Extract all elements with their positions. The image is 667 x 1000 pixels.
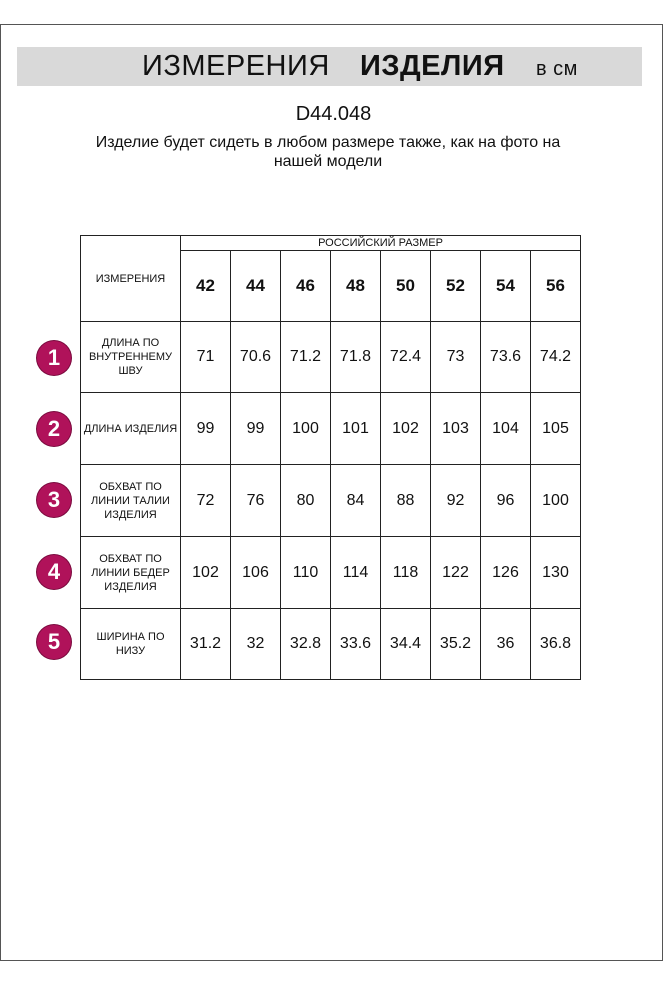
table-cell: 118 <box>381 537 431 609</box>
table-row <box>81 609 581 680</box>
table-cell: 36 <box>481 609 531 680</box>
row-number-badge: 5 <box>37 625 71 659</box>
row-number-badge: 1 <box>37 341 71 375</box>
table-cell: 126 <box>481 537 531 609</box>
table-cell: 106 <box>231 537 281 609</box>
table-cell: 122 <box>431 537 481 609</box>
size-group-header: РОССИЙСКИЙ РАЗМЕР <box>181 236 581 251</box>
table-cell: 102 <box>181 537 231 609</box>
table-cell: 110 <box>281 537 331 609</box>
size-header: 46 <box>281 251 331 322</box>
table-cell: 31.2 <box>181 609 231 680</box>
table-cell: 35.2 <box>431 609 481 680</box>
table-cell: 99 <box>231 393 281 465</box>
table-cell: 36.8 <box>531 609 581 680</box>
product-code: D44.048 <box>295 103 372 125</box>
size-header: 50 <box>381 251 431 322</box>
row-number-badge: 4 <box>37 555 71 589</box>
table-cell: 33.6 <box>331 609 381 680</box>
table-cell: 71.8 <box>331 322 381 393</box>
table-cell: 92 <box>431 465 481 537</box>
table-row <box>81 465 581 537</box>
size-header: 54 <box>481 251 531 322</box>
table-cell: 102 <box>381 393 431 465</box>
table-cell: 114 <box>331 537 381 609</box>
row-label: ДЛИНА ИЗДЕЛИЯ <box>81 393 181 465</box>
table-cell: 101 <box>331 393 381 465</box>
table-cell: 70.6 <box>231 322 281 393</box>
row-label: ШИРИНА ПО НИЗУ <box>81 609 181 680</box>
size-header: 56 <box>531 251 581 322</box>
row-label: ОБХВАТ ПО ЛИНИИ БЕДЕР ИЗДЕЛИЯ <box>81 537 181 609</box>
size-header: 42 <box>181 251 231 322</box>
table-cell: 34.4 <box>381 609 431 680</box>
table-cell: 32 <box>231 609 281 680</box>
fit-note: Изделие будет сидеть в любом размере также, как на фото на нашей модели <box>95 134 561 170</box>
row-label: ДЛИНА ПО ВНУТРЕННЕМУ ШВУ <box>81 322 181 393</box>
table-cell: 80 <box>281 465 331 537</box>
table-cell: 73 <box>431 322 481 393</box>
row-number-badge: 2 <box>37 412 71 446</box>
table-cell: 72.4 <box>381 322 431 393</box>
table-cell: 32.8 <box>281 609 331 680</box>
row-number-badge: 3 <box>37 483 71 517</box>
table-cell: 96 <box>481 465 531 537</box>
measurement-table <box>80 235 581 680</box>
table-cell: 71.2 <box>281 322 331 393</box>
table-cell: 104 <box>481 393 531 465</box>
table-row <box>81 393 581 465</box>
size-header: 48 <box>331 251 381 322</box>
size-header: 52 <box>431 251 481 322</box>
table-cell: 73.6 <box>481 322 531 393</box>
table-cell: 74.2 <box>531 322 581 393</box>
table-cell: 88 <box>381 465 431 537</box>
table-row <box>81 537 581 609</box>
table-cell: 103 <box>431 393 481 465</box>
table-cell: 130 <box>531 537 581 609</box>
table-cell: 100 <box>531 465 581 537</box>
table-cell: 105 <box>531 393 581 465</box>
header-unit: в см <box>536 58 578 80</box>
table-cell: 76 <box>231 465 281 537</box>
size-header: 44 <box>231 251 281 322</box>
table-cell: 72 <box>181 465 231 537</box>
table-row <box>81 322 581 393</box>
header-title-measurements: ИЗМЕРЕНИЯ <box>142 50 330 82</box>
table-cell: 100 <box>281 393 331 465</box>
header-title-product: ИЗДЕЛИЯ <box>360 50 505 82</box>
table-cell: 84 <box>331 465 381 537</box>
measure-column-header: ИЗМЕРЕНИЯ <box>81 236 181 322</box>
table-cell: 71 <box>181 322 231 393</box>
row-label: ОБХВАТ ПО ЛИНИИ ТАЛИИ ИЗДЕЛИЯ <box>81 465 181 537</box>
table-cell: 99 <box>181 393 231 465</box>
